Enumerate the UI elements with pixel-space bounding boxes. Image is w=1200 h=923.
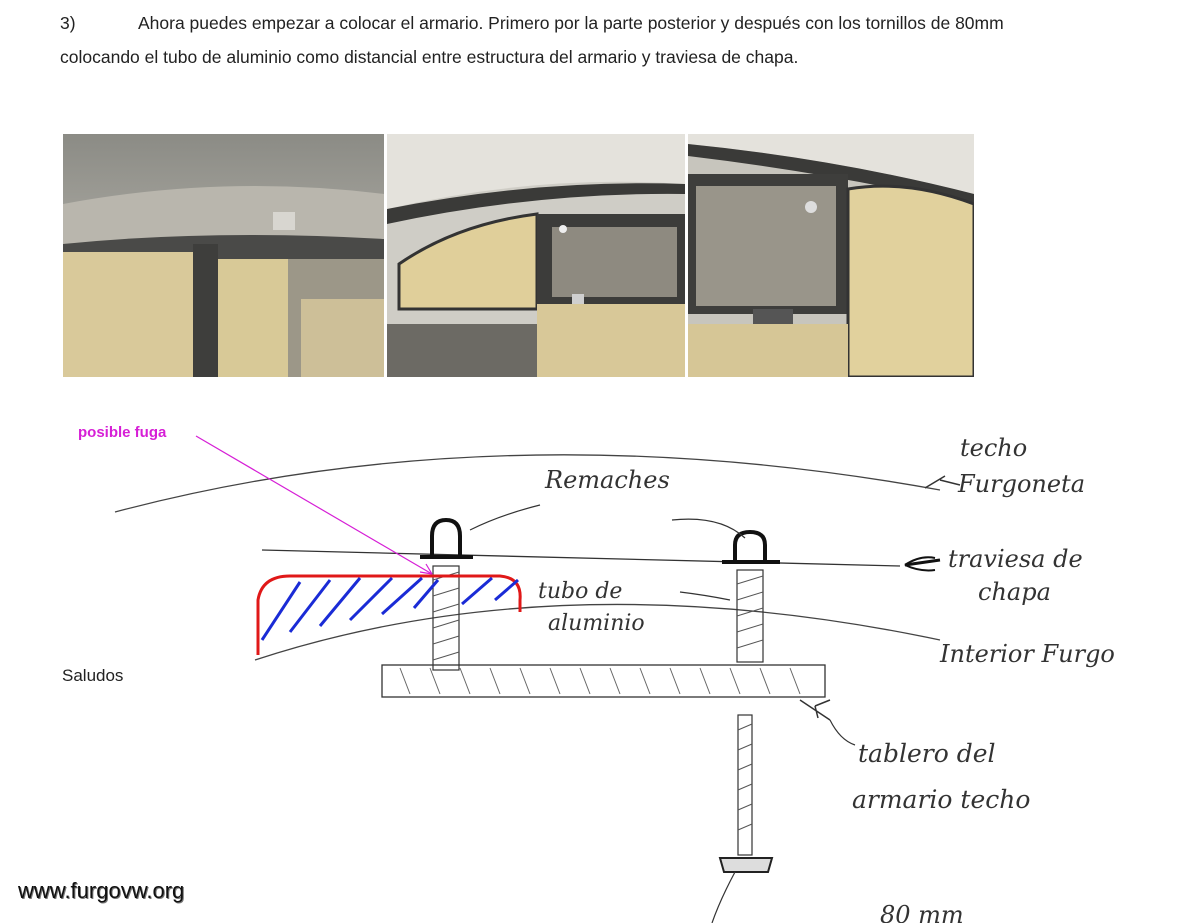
mounting-sketch (0, 395, 1200, 923)
leak-pointer (196, 436, 432, 574)
rivet-left (432, 520, 460, 556)
photo-cabinet-rear (63, 134, 384, 377)
label-van-roof-2: Furgoneta (958, 470, 1086, 498)
label-crossbar-2: chapa (978, 578, 1051, 606)
screw (712, 715, 772, 923)
closing-text: Saludos (62, 666, 124, 685)
step-text: Ahora puedes empezar a colocar el armario. Primero por la parte posterior y después con los tornillos de 80mm colocando el tubo de aluminio como distancial entre estructura del armario y traviesa de chapa. (60, 13, 1004, 67)
leak-annotation: posible fuga (78, 424, 167, 441)
label-van-roof-1: techo (960, 434, 1028, 462)
label-van-interior: Interior Furgo (940, 640, 1115, 668)
label-board-2: armario techo (852, 785, 1031, 814)
rivet-right (735, 532, 765, 562)
label-bottom-partial: 80 mm (880, 901, 964, 923)
photo-cabinet-left (387, 134, 685, 377)
label-crossbar-1: traviesa de (948, 545, 1083, 573)
label-tube-1: tubo de (538, 579, 623, 604)
label-tube-2: aluminio (548, 611, 645, 636)
site-watermark: www.furgovw.org (18, 878, 185, 903)
label-board-1: tablero del (858, 739, 996, 768)
instruction-paragraph (60, 6, 1020, 74)
photo-cabinet-right (688, 134, 974, 377)
label-rivets: Remaches (545, 466, 670, 494)
van-roof-line (115, 455, 940, 512)
step-number: 3) (60, 13, 76, 33)
leak-zone-hatch (262, 578, 518, 640)
tube-right (737, 570, 763, 662)
crossbar-line (262, 550, 900, 566)
